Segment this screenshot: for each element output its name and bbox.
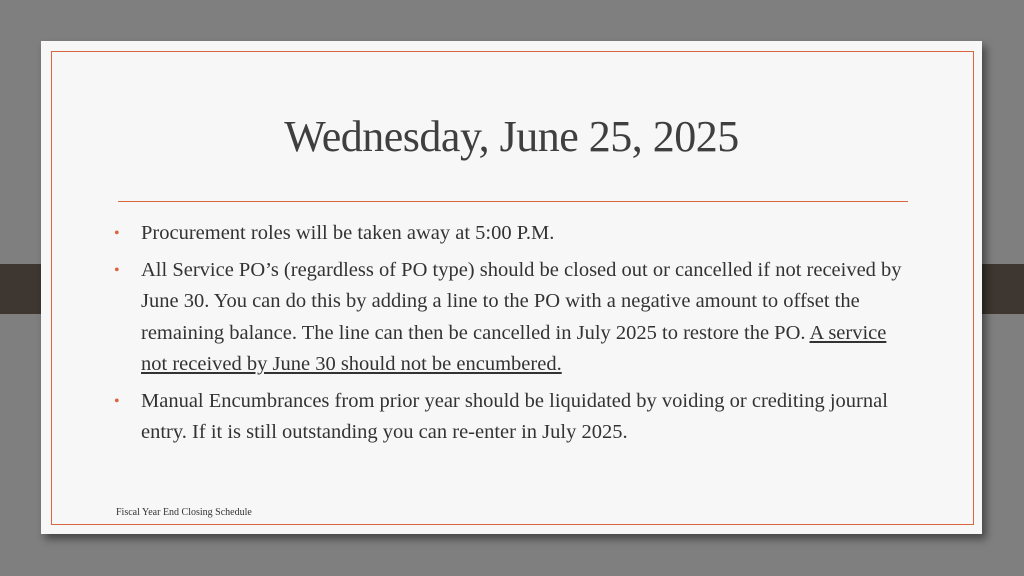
title-divider [118, 201, 908, 202]
bullet-text: All Service PO’s (regardless of PO type) should be closed out or cancelled if not received by June 30. You can do this by adding a line to the PO with a negative amount to offset the remaining balance. The line can then be cancelled in July 2025 to restore the PO. [141, 258, 902, 344]
bullet-marker: • [114, 261, 120, 279]
bullet-item [114, 255, 914, 381]
bullet-list [114, 218, 914, 454]
slide-title: Wednesday, June 25, 2025 [284, 112, 739, 161]
bullet-text: Manual Encumbrances from prior year should be liquidated by voiding or crediting journal entry. If it is still outstanding you can re-enter in July 2025. [141, 389, 888, 443]
bullet-marker: • [114, 225, 120, 242]
slide [41, 41, 982, 534]
bullet-marker: • [114, 392, 120, 410]
bullet-item [114, 218, 914, 250]
bullet-underlined-text: A service not received by June 30 should not be encumbered. [141, 321, 887, 375]
bullet-item [114, 386, 914, 449]
bullet-text: Procurement roles will be taken away at 5:00 P.M. [141, 222, 555, 244]
slide-footer: Fiscal Year End Closing Schedule [116, 507, 252, 518]
